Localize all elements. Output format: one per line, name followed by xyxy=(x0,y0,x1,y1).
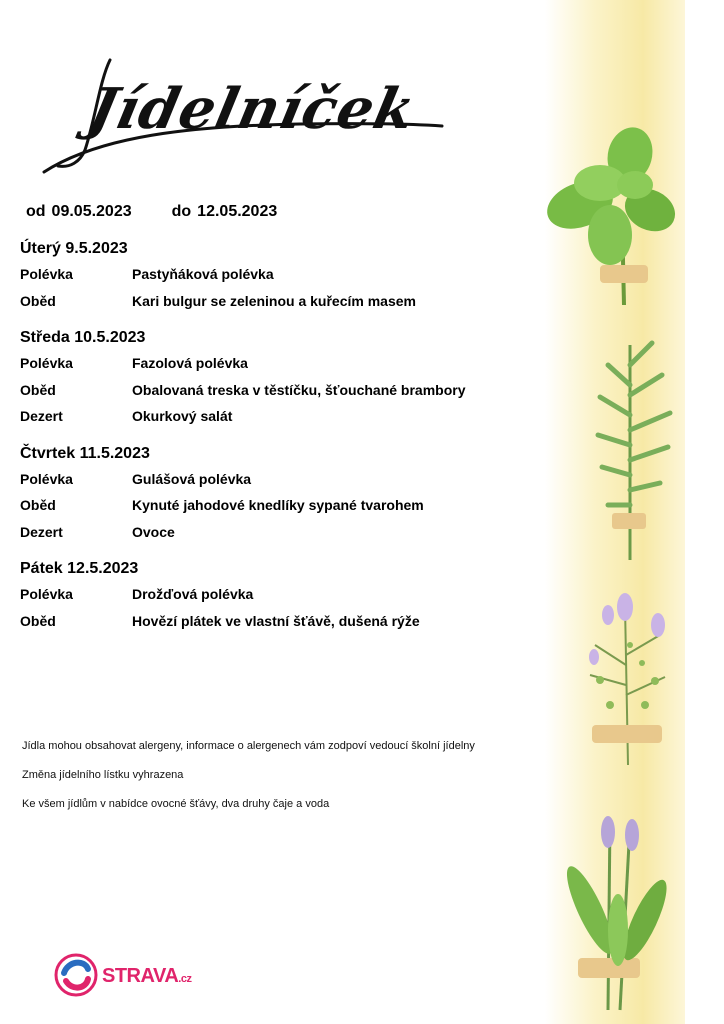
menu-row xyxy=(20,584,540,611)
day-title: Čtvrtek 11.5.2023 xyxy=(20,444,150,462)
menu-category: Oběd xyxy=(20,381,56,398)
sage-icon xyxy=(560,810,680,1015)
notes xyxy=(22,740,475,827)
menu-category: Oběd xyxy=(20,497,56,513)
menu-category: Oběd xyxy=(20,292,56,309)
logo-name: STRAVA xyxy=(102,965,179,987)
menu-dish: Ovoce xyxy=(132,523,175,540)
thyme-icon xyxy=(570,585,680,770)
menu xyxy=(20,238,540,647)
rosemary-icon xyxy=(590,335,685,565)
menu-category: Polévka xyxy=(20,470,73,487)
day-tuesday xyxy=(20,238,540,317)
menu-category: Polévka xyxy=(20,266,73,282)
menu-row xyxy=(20,264,540,291)
menu-dish: Drožďová polévka xyxy=(132,586,254,602)
menu-dish: Pastyňáková polévka xyxy=(132,266,274,282)
menu-dish: Kynuté jahodové knedlíky sypané tvarohem xyxy=(132,497,424,513)
date-from: 09.05.2023 xyxy=(51,203,132,220)
menu-dish: Kari bulgur se zeleninou a kuřecím masem xyxy=(132,292,416,309)
date-from-label: od xyxy=(26,203,46,220)
page-title: Jídelníček xyxy=(82,76,422,142)
logo-text xyxy=(102,965,191,988)
menu-category: Polévka xyxy=(20,586,73,602)
menu-category: Dezert xyxy=(20,408,63,424)
menu-dish: Okurkový salát xyxy=(132,408,233,424)
menu-row xyxy=(20,611,540,638)
menu-dish: Gulášová polévka xyxy=(132,470,252,487)
note-drinks: Ke všem jídlům v nabídce ovocné šťávy, dva druhy čaje a voda xyxy=(22,798,330,810)
menu-dish: Obalovaná treska v těstíčku, šťouchané brambory xyxy=(132,381,466,398)
menu-category: Oběd xyxy=(20,612,56,629)
menu-row xyxy=(20,406,540,433)
menu-row xyxy=(20,380,540,407)
menu-category: Polévka xyxy=(20,355,73,371)
date-to: 12.05.2023 xyxy=(197,203,278,220)
date-to-label: do xyxy=(171,203,192,220)
date-range xyxy=(26,203,283,221)
menu-dish: Fazolová polévka xyxy=(132,355,248,371)
menu-row xyxy=(20,353,540,380)
menu-dish: Hovězí plátek ve vlastní šťávě, dušená rýže xyxy=(132,612,420,629)
logo-suffix: .cz xyxy=(178,973,192,985)
day-friday xyxy=(20,558,540,637)
menu-row xyxy=(20,522,540,549)
day-thursday xyxy=(20,443,540,549)
day-title: Středa 10.5.2023 xyxy=(20,329,146,346)
menu-category: Dezert xyxy=(20,523,63,540)
day-title: Úterý 9.5.2023 xyxy=(20,240,128,257)
menu-row xyxy=(20,495,540,522)
day-wednesday xyxy=(20,327,540,433)
strava-logo-icon xyxy=(54,951,98,999)
basil-icon xyxy=(540,125,680,310)
menu-row xyxy=(20,469,540,496)
title-block xyxy=(40,40,450,180)
day-title: Pátek 12.5.2023 xyxy=(20,560,139,577)
note-changes: Změna jídelního lístku vyhrazena xyxy=(22,769,184,781)
note-allergens: Jídla mohou obsahovat alergeny, informace o alergenech vám zodpoví vedoucí školní jídelny xyxy=(22,740,475,752)
strava-logo xyxy=(54,951,192,999)
menu-row xyxy=(20,291,540,318)
